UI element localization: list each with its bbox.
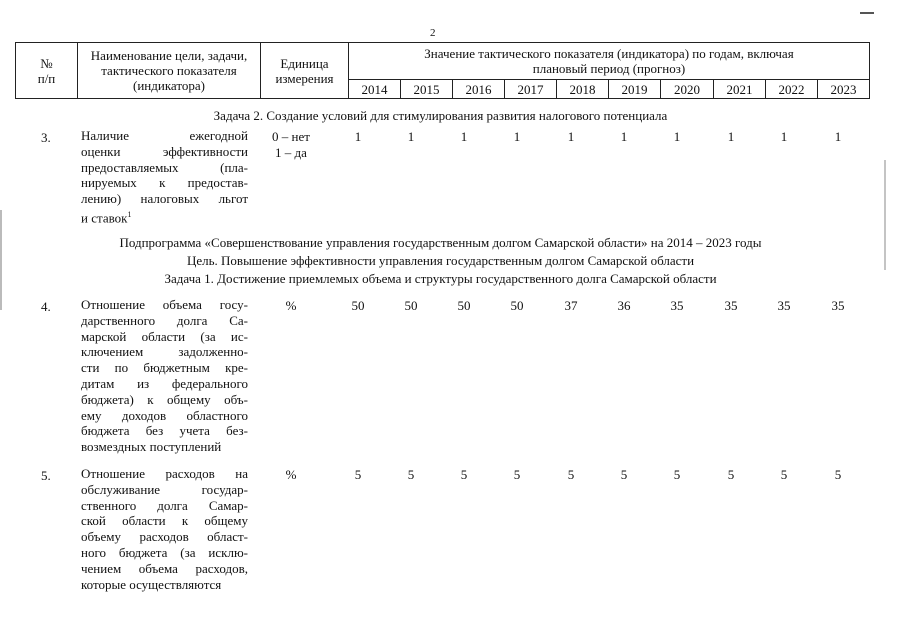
header-year: 2021: [714, 80, 766, 99]
header-year: 2016: [453, 80, 505, 99]
scan-edge-mark: [884, 160, 886, 270]
indicator-name: Отношение расходов на обслуживание государ- ственного долга Самар- ской области к общему объему расходов област- ного бюджета (за исклю- чением объема расходов, которые осуществляются: [81, 466, 248, 592]
row-number: 3.: [41, 130, 51, 145]
header-name-column: Наименование цели, задачи, тактического показателя (индикатора): [78, 43, 261, 99]
indicator-value: 35: [777, 298, 791, 313]
indicator-value: 1: [673, 129, 681, 144]
indicator-value: 50: [457, 298, 471, 313]
header-year: 2020: [661, 80, 714, 99]
indicator-value: 1: [407, 129, 415, 144]
indicator-value: 35: [724, 298, 738, 313]
indicator-value: 50: [351, 298, 365, 313]
footnote-mark: 1: [127, 209, 132, 219]
header-year: 2022: [766, 80, 818, 99]
page-number: 2: [430, 27, 436, 39]
indicator-value: 35: [831, 298, 845, 313]
indicator-value: 50: [510, 298, 524, 313]
indicator-name: Отношение объема госу- дарственного долга Са- марской области (за ис- ключением задолженно- сти по бюджетным кре- дитам из федерального бюджета) к общему объ- ему доходов областного бюджета без учета без- возмездных поступлений: [81, 297, 248, 455]
indicator-value: 5: [567, 467, 575, 482]
indicator-value: 1: [780, 129, 788, 144]
header-year: 2019: [609, 80, 661, 99]
indicator-value: 5: [354, 467, 362, 482]
indicator-value: 36: [617, 298, 631, 313]
indicator-value: 1: [354, 129, 362, 144]
indicator-value: 1: [460, 129, 468, 144]
indicator-value: 1: [727, 129, 735, 144]
section-task-1: Задача 1. Достижение приемлемых объема и структуры государственного долга Самарской области: [164, 271, 717, 286]
indicator-value: 5: [407, 467, 415, 482]
scan-edge-mark: [0, 210, 2, 310]
row-number: 5.: [41, 468, 51, 483]
indicator-value: 50: [404, 298, 418, 313]
indicator-value: 35: [670, 298, 684, 313]
indicator-value: 5: [673, 467, 681, 482]
header-year: 2014: [349, 80, 401, 99]
header-year: 2018: [557, 80, 609, 99]
header-unit-column: Единица измерения: [261, 43, 349, 99]
indicator-name: Наличие ежегодной оценки эффективности предоставляемых (пла- нируемых к предостав- лению) налоговых льгот и ставок$^1$: [81, 128, 248, 226]
indicator-value: 5: [834, 467, 842, 482]
indicator-value: 5: [620, 467, 628, 482]
section-goal: Цель. Повышение эффективности управления государственным долгом Самарской области: [186, 253, 695, 268]
indicator-value: 5: [513, 467, 521, 482]
indicator-value: 1: [620, 129, 628, 144]
header-year: 2015: [401, 80, 453, 99]
indicator-value: 1: [513, 129, 521, 144]
section-subprogram: Подпрограмма «Совершенствование управления государственным долгом Самарской области» на 2014 – 2023 годы: [119, 235, 762, 250]
unit-of-measure: 0 – нет 1 – да: [272, 129, 310, 160]
unit-of-measure: %: [285, 467, 297, 482]
indicator-value: 1: [834, 129, 842, 144]
table-header: [15, 42, 870, 99]
indicator-value: 1: [567, 129, 575, 144]
section-task-2: Задача 2. Создание условий для стимулирования развития налогового потенциала: [213, 108, 668, 123]
header-number-column: № п/п: [16, 43, 78, 99]
scan-edge-mark: [860, 12, 874, 14]
indicator-value: 5: [460, 467, 468, 482]
row-number: 4.: [41, 299, 51, 314]
indicator-value: 5: [727, 467, 735, 482]
header-values-column: Значение тактического показателя (индикатора) по годам, включая плановый период (прогноз): [349, 43, 870, 80]
unit-of-measure: %: [285, 298, 297, 313]
indicator-value: 5: [780, 467, 788, 482]
header-year: 2017: [505, 80, 557, 99]
indicator-value: 37: [564, 298, 578, 313]
header-year: 2023: [818, 80, 870, 99]
